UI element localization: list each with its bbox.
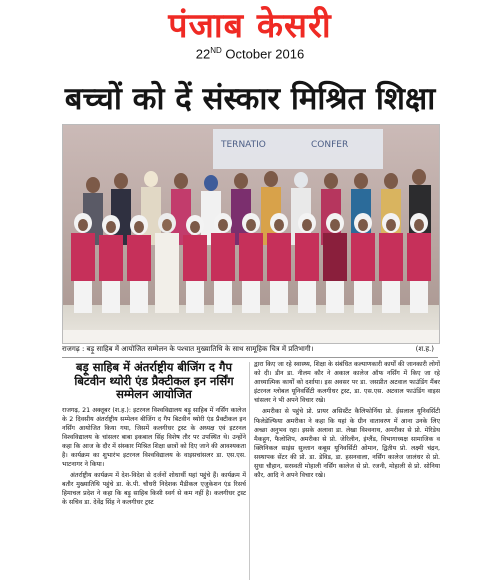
masthead [0,6,500,46]
headline: बच्चों को दें संस्कार मिश्रित शिक्षा [64,81,436,117]
date-rest: October 2016 [221,46,305,62]
article-paragraph: द्वारा किए जा रहे स्वास्थ्य, शिक्षा के संबंधित कल्याणकारी कार्यों की जानकारी लोगों को दी। डीन डा. नीलम कौर ने अकाल कालेज ऑफ नर्सिंग में किए जा रहे आध्यात्मिक कार्यों को दर्शाया। इस अवसर पर डा. जसप्रीत अटवाल फाउंडिंग मैंबर इंटरनल ग्लोबल यूनिवर्सिटी कलगीधर ट्रस्ट, डा. एस.एस. अटवाल फाउंडिंग वाइस चांसलर ने भी अपने विचार रखे। [254,361,440,405]
date-suffix: ND [210,46,222,55]
article-paragraph: अमरीका से पहुंचे प्रो. प्रायर असिस्टैंट कैलिफोर्निया प्रो. ईसलाल यूनिवर्सिटी फिलेडेल्फिया अमरीका ने कहा कि यहां के ग्रीन वातावरण में आना उनके लिए अच्छा अनुभव रहा। इसके अलावा डा. लेखा विश्वनाथ, अमरीका से प्रो. मेरिडेथ मैकहुग, फैलोशिप, अमरीका से प्रो. जेरिलीन, इंग्लैंड, विभागाध्यक्ष सामाजिक व क्लिनिकल साइंस सुल्तान कबूस यूनिवर्सिटी ओमान, द्वितीय प्रो. लक्ष्मी चंद्रन, सस्थापक सेंटर की प्रो. डा. डेविड, डा. हसनवाला, नर्सिंग कालेज जालंधर से प्रो. सुधा चौहान, सरस्वती मोहाली नर्सिंग कालेज से प्रो. रजनी, मोहाली से प्रो. सोनिया कौर, आदि ने अपने विचार रखे। [254,408,440,480]
caption-credit: (श.ह.) [415,345,434,353]
banner-text-right: CONFER [311,140,349,150]
article-column-right [254,360,440,582]
group-photo-illustration [63,125,439,343]
caption-text: राजगढ़ : बड़ू साहिब में आयोजित सम्मेलन के पश्चात मुख्यातिथि के साथ सामूहिक चित्र में प्रतिभागी। [62,345,314,353]
column-divider [249,362,250,580]
article-column-left [62,360,246,582]
newspaper-logo: पंजाब केसरी [168,6,332,46]
group-photo [62,124,440,344]
dateline [0,46,500,61]
article-paragraph: राजगढ़, 21 अक्तूबर (श.ह.): इटरनल विश्वविद्यालय बड़ू साहिब में नर्सिंग कालेज के 2 दिवसीय अंतर्राष्ट्रीय सम्मेलन बीजिंग द गैप बिटवीन थ्योरी एंड प्रैक्टीकल इन नर्सिंग आयोजित किया गया, जिसमें कलगीधर ट्रस्ट के अध्यक्ष एवं इटरनल विश्वविद्यालय के चांसलर बाबा इकबाल सिंह विशेष तौर पर उपस्थित थे। उन्होंने कहा कि आज के दौर में संस्कार मिश्रित शिक्षा छात्रों को दिए जाने की आवश्यकता है। कार्यक्रम का शुभारंभ इटरनल विश्वविद्यालय के वाइसचांसलर डा. एस.एस. भाटनागर ने किया। [62,406,246,469]
article-paragraph: अंतर्राष्ट्रीय कार्यक्रम में देश-विदेश से दर्जनों शोधार्थी यहां पहुंचे हैं। कार्यक्रम में बतौर मुख्यातिथि पहुंचे डा. के.पी. चौधरी निदेशक मैडीकल एजुकेशन एंड रिसर्च हिमाचल प्रदेश ने कहा कि बड़ू साहिब किसी स्वर्ग से कम नहीं है। कलगीधर ट्रस्ट के सचिव डा. देवेंद्र सिंह ने कलगीधर ट्रस्ट [62,472,246,507]
date-day: 22 [195,46,211,62]
banner-text-left: TERNATIO [221,140,266,150]
photo-caption [62,343,438,358]
article-subhead: बड़ू साहिब में अंतर्राष्ट्रीय बीजिंग द गैप बिटवीन थ्योरी एंड प्रैक्टीकल इन नर्सिंग सम्मेलन आयोजित [74,360,234,401]
